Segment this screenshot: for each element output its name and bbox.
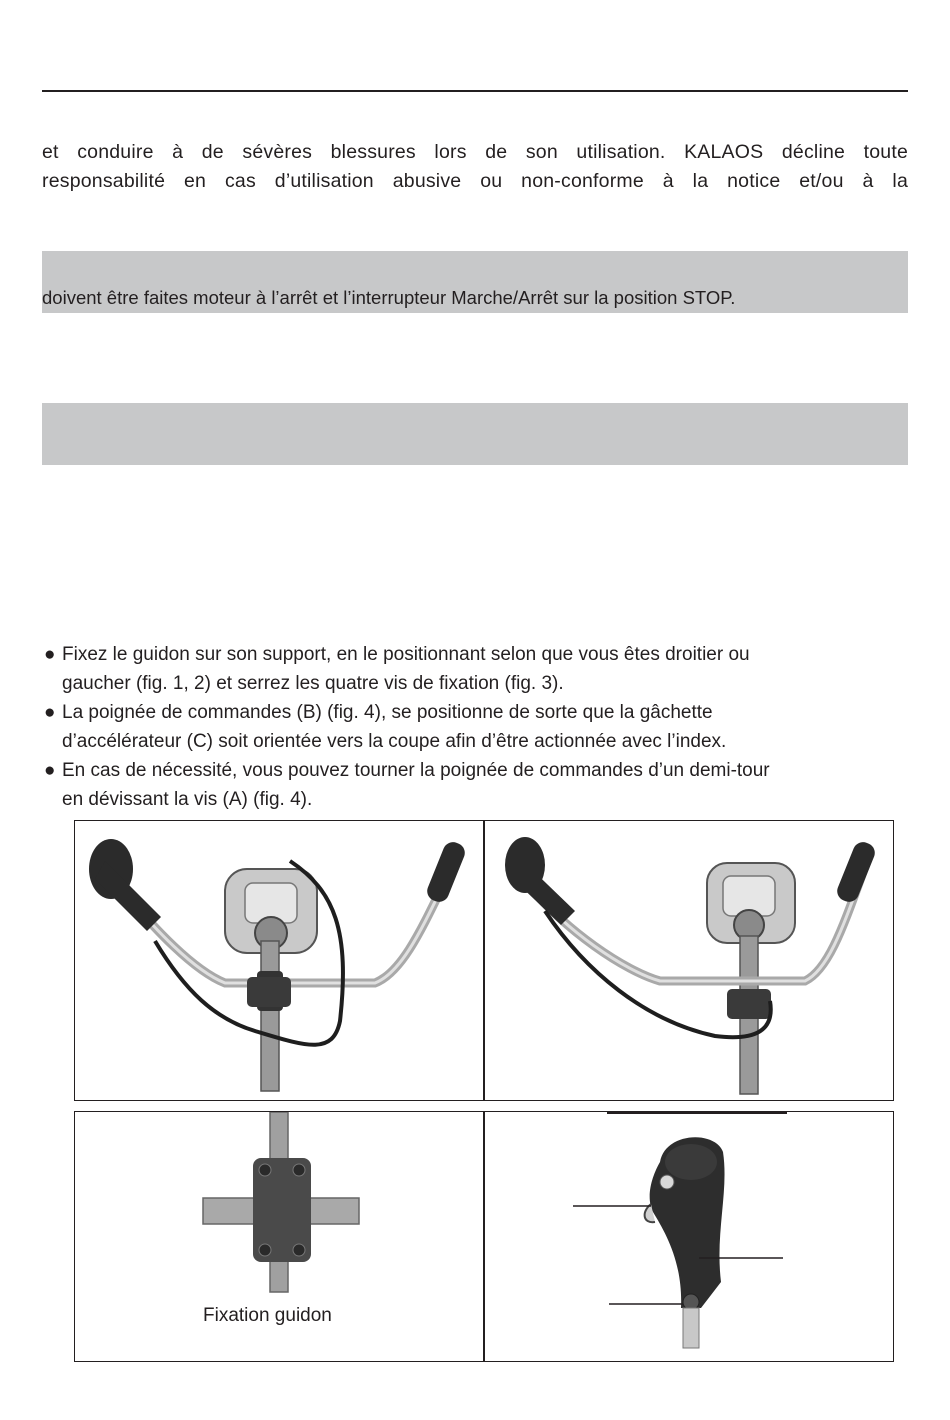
handlebar-illustration-1 (75, 821, 483, 1099)
warning-band-text: doivent être faites moteur à l’arrêt et l’interrupteur Marche/Arrêt sur la position STOP. (42, 287, 736, 308)
handlebar-illustration-2 (485, 821, 893, 1099)
figure-row-handlebars (74, 820, 894, 1101)
instruction-item-1 (44, 640, 904, 698)
intro-paragraph (42, 138, 908, 196)
instruction-list (44, 640, 904, 814)
control-handle-illustration (485, 1112, 893, 1360)
clamp-illustration (75, 1112, 483, 1312)
section-band (42, 403, 908, 465)
figure-4-control-handle (485, 1112, 893, 1361)
instruction-1-line-1: Fixez le guidon sur son support, en le positionnant selon que vous êtes droitier ou (62, 644, 750, 665)
header-rule (42, 90, 908, 92)
bullet-icon: ● (44, 760, 56, 781)
figure-3-caption: Fixation guidon (203, 1305, 332, 1326)
figure-1-handlebar-right (75, 821, 483, 1100)
instruction-2-line-2: d’accélérateur (C) soit orientée vers la coupe afin d’être actionnée avec l’index. (62, 731, 727, 752)
instruction-2-line-1: La poignée de commandes (B) (fig. 4), se positionne de sorte que la gâchette (62, 702, 713, 723)
figure-row-details (74, 1111, 894, 1362)
instruction-3-line-1: En cas de nécessité, vous pouvez tourner la poignée de commandes d’un demi-tour (62, 760, 770, 781)
intro-line-2: responsabilité en cas d’utilisation abusive ou non-conforme à la notice et/ou à la (42, 170, 908, 192)
bullet-icon: ● (44, 644, 56, 665)
intro-line-1: et conduire à de sévères blessures lors de son utilisation. KALAOS décline toute (42, 141, 908, 163)
figure-2-handlebar-left (485, 821, 893, 1100)
instruction-item-3 (44, 756, 904, 814)
instruction-1-line-2: gaucher (fig. 1, 2) et serrez les quatre vis de fixation (fig. 3). (62, 673, 564, 694)
figure-3-clamp (75, 1112, 483, 1361)
instruction-3-line-2: en dévissant la vis (A) (fig. 4). (62, 789, 313, 810)
instruction-item-2 (44, 698, 904, 756)
bullet-icon: ● (44, 702, 56, 723)
